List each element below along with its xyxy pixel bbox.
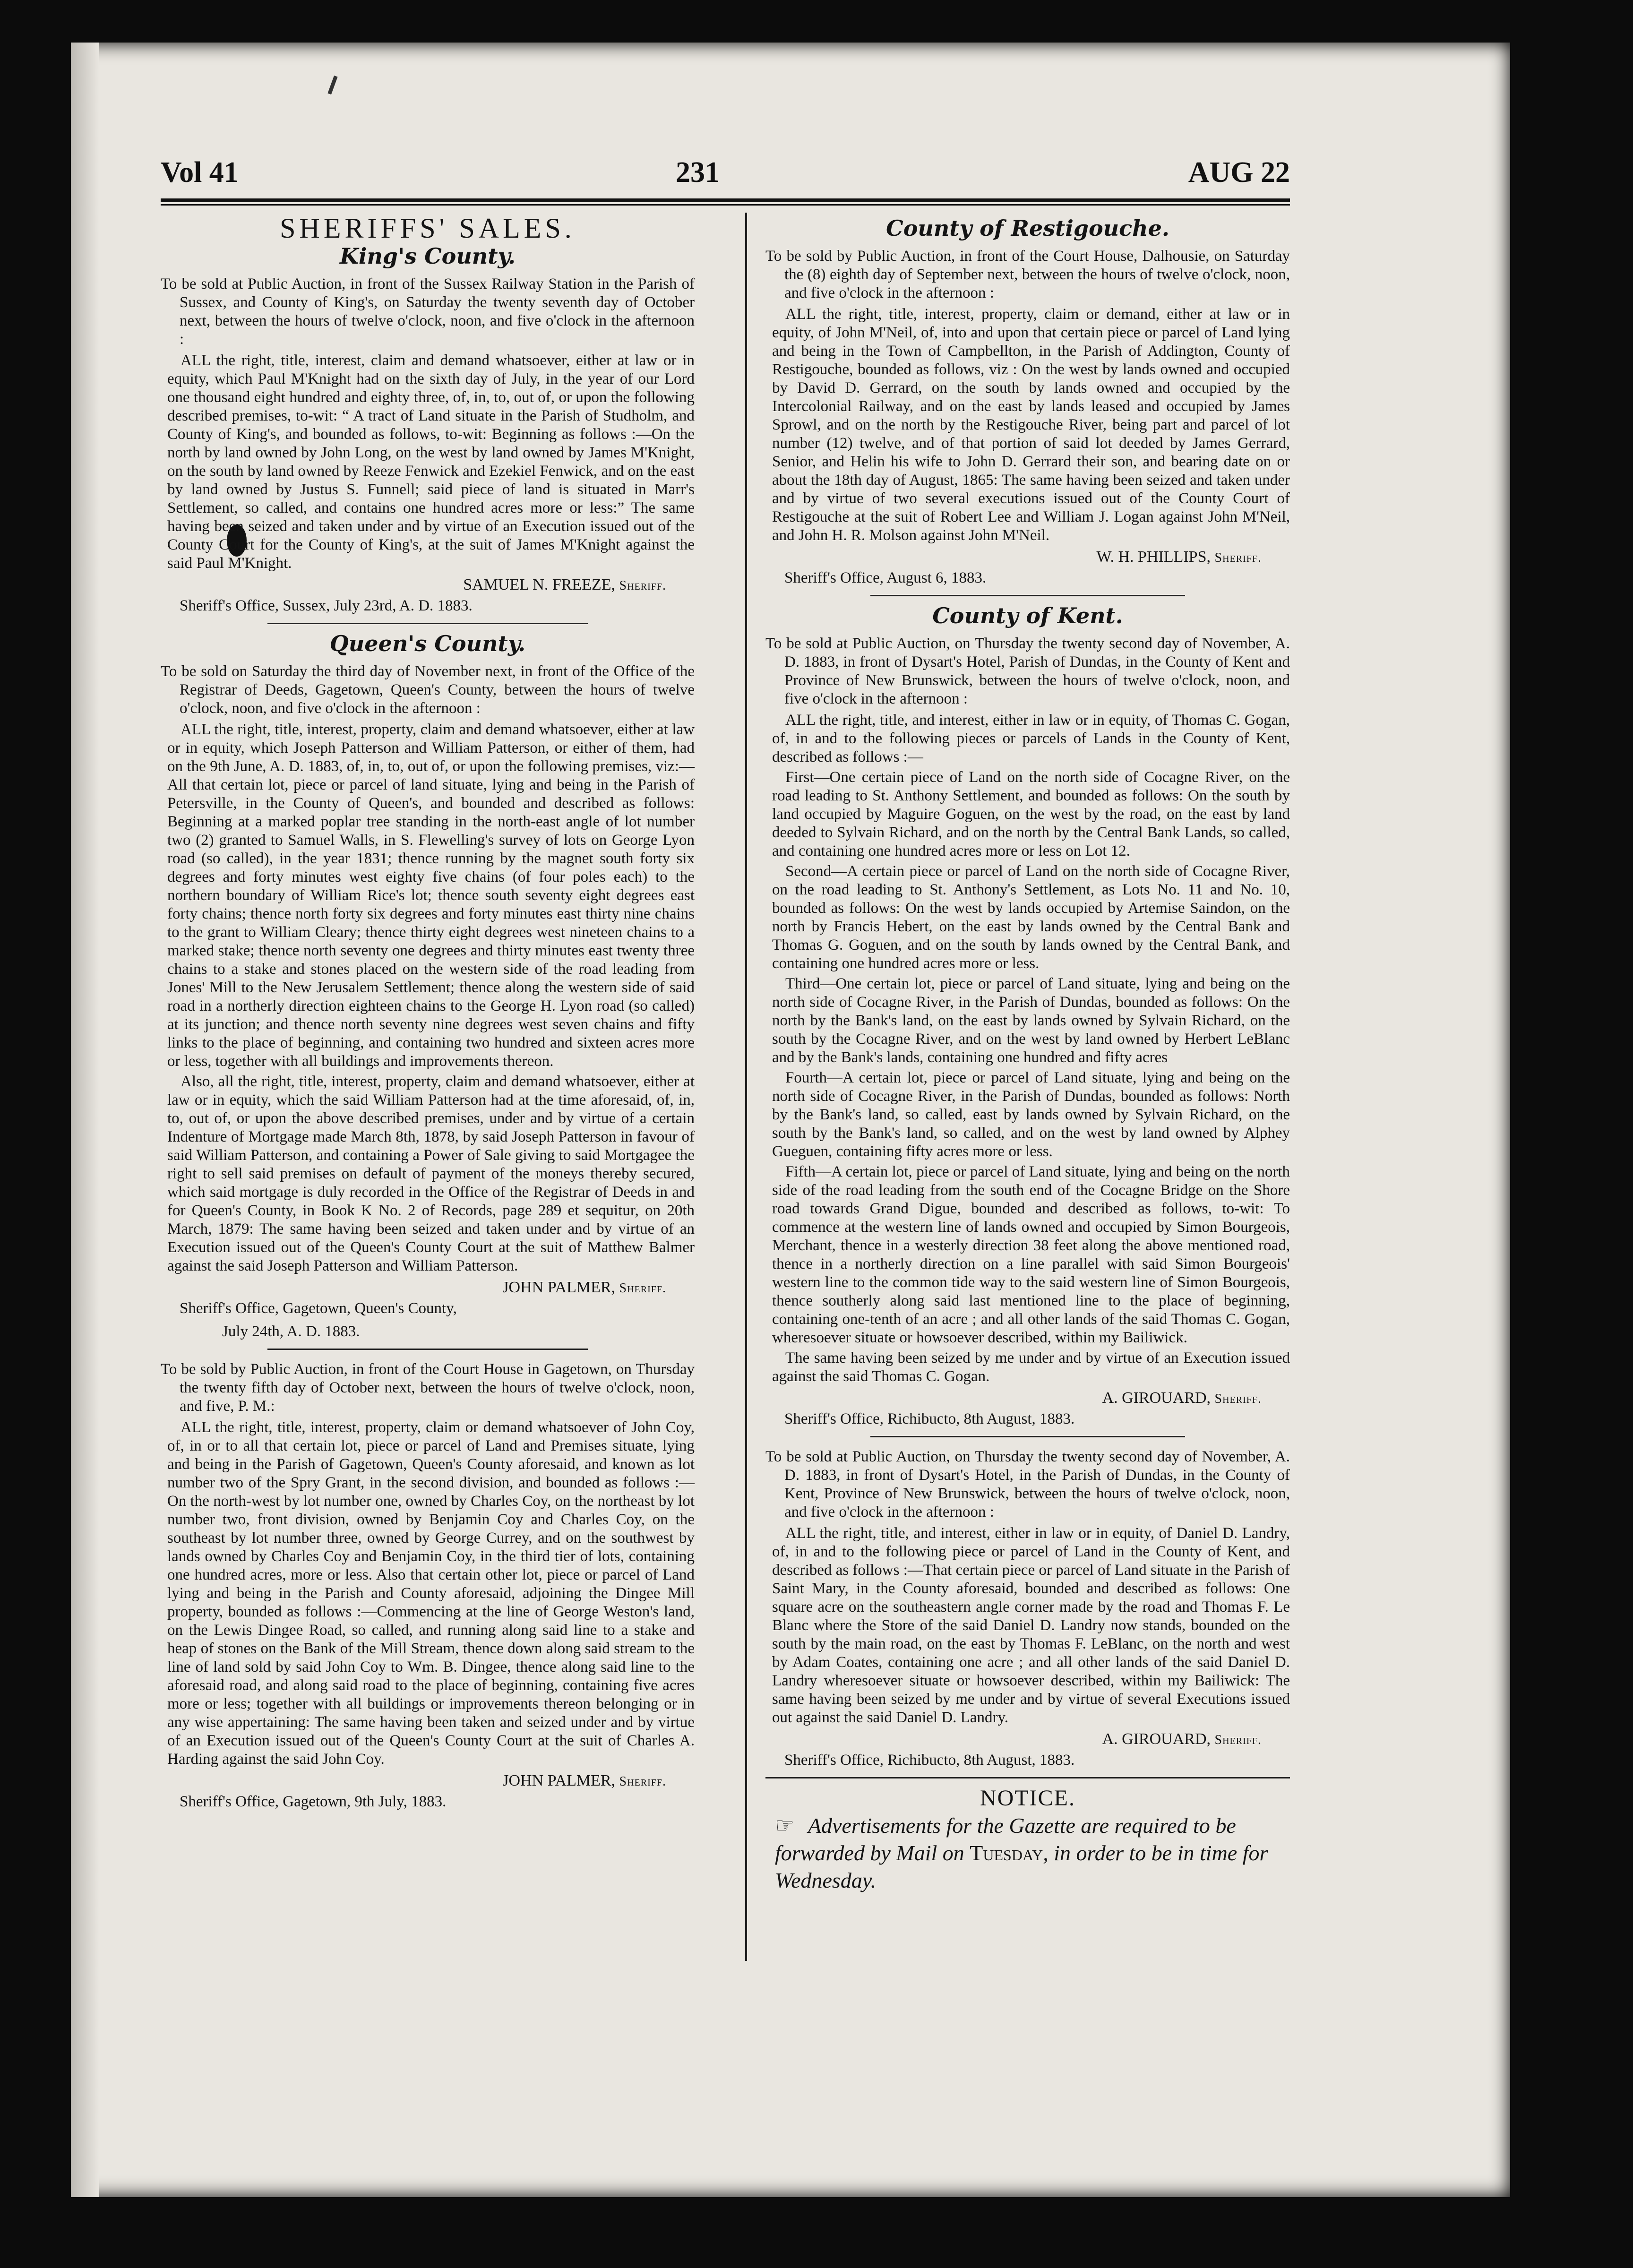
notice-body: Also, all the right, title, interest, property, claim and demand whatsoever, either at law or in equity, which the said William Patterson had at the time aforesaid, of, in, to, out of, or upon the above described premises, under and by virtue of a certain Indenture of Mortgage made March 8th, 1878, by said Joseph Patterson in favour of said William Patterson, and containing a Power of Sale giving to said Mortgagee the right to sell said premises on default of payment of the moneys thereby secured, which said mortgage is duly recorded in the Office of the Registrar of Deeds in and for Queen's County, in Book K No. 2 of Records, page 289 et sequitur, on 20th March, 1879: The same having been seized and taken under and by virtue of an Execution issued out of the Queen's County Court at the suit of Matthew Balmer against the said Joseph Patterson and William Patterson. (167, 1073, 695, 1274)
volume-label: Vol 41 (161, 156, 239, 189)
sheriff-signature: W. H. PHILLIPS, Sheriff. (1096, 548, 1262, 566)
county-heading-restigouche: County of Restigouche. (886, 215, 1169, 241)
page-number: 231 (676, 156, 720, 189)
office-dateline: Sheriff's Office, August 6, 1883. (784, 569, 987, 586)
office-dateline: Sheriff's Office, Sussex, July 23rd, A. D. 1883. (180, 597, 473, 614)
kings-county-notice (161, 243, 695, 615)
parcel-first: First—One certain piece of Land on the north side of Cocagne River, on the road leading to St. Anthony Settlement, and bounded as follows: On the south by land occupied by Maguire Goguen, on the west by the road, on the east by land deeded to Sylvain Richard, and on the north by the Central Bank Lands, so called, and containing one hundred acres more or less on Lot 12. (772, 769, 1290, 859)
office-dateline: July 24th, A. D. 1883. (222, 1323, 360, 1340)
notice-body: ALL the right, title, interest, claim and demand whatsoever, either at law or in equity, which Paul M'Knight had on the sixth day of July, in the year of our Lord one thousand eight hundred and eighty three, of, in, to, out of, or upon the following described premises, to-wit: “ A tract of Land situate in the Parish of Studholm, and County of King's, and bounded as follows, to-wit: Beginning as follows :—On the north by land owned by John Long, on the west by land owned by James M'Knight, on the south by land owned by Reeze Fenwick and Ezekiel Fenwick, and on the east by land owned by Justus S. Funnell; said piece of land is situated in Marr's Settlement, so called, and contains one hundred acres more or less:” The same having been seized and taken under and by virtue of an Execution issued out of the County Court for the County of King's, at the suit of James M'Knight against the said Paul M'Knight. (167, 352, 695, 572)
notice-intro: To be sold by Public Auction, in front of the Court House in Gagetown, on Thursday the twenty fifth day of October next, between the hours of twelve o'clock, noon, and five, P. M.: (161, 1361, 695, 1415)
landry-notice (765, 1448, 1290, 1770)
notice-intro: To be sold at Public Auction, on Thursday the twenty second day of November, A. D. 1883, in front of Dysart's Hotel, in the Parish of Dundas, in the County of Kent, Province of New Brunswick, between the hours of twelve o'clock, noon, and five o'clock in the afternoon : (765, 1448, 1290, 1521)
notice-title: NOTICE. (980, 1786, 1075, 1811)
left-column (161, 213, 695, 1816)
column-divider (745, 213, 747, 1961)
notice-separator (870, 1436, 1185, 1437)
sheriff-title: Sheriff. (1214, 1392, 1262, 1406)
notice-intro: To be sold at Public Auction, in front of the Sussex Railway Station in the Parish of Sussex, and County of King's, on Saturday the twenty seventh day of October next, between the hours of twelve o'clock, noon, and five o'clock in the afternoon : (161, 275, 695, 348)
office-dateline: Sheriff's Office, Richibucto, 8th August, 1883. (784, 1410, 1075, 1427)
notice-body: ALL the right, title, interest, property, claim or demand, either at law or in equity, of John M'Neil, of, into and upon that certain piece or parcel of Land lying and being in the Town of Campbellton, in the Parish of Addington, County of Restigouche, bounded as follows, viz : On the west by lands owned and occupied by David D. Gerrard, on the south by lands owned and occupied by the Intercolonial Railway, and on the east by lands leased and occupied by James Sprowl, and on the north by the Restigouche River, being part and parcel of lot number (12) twelve, and of that portion of said lot deeded by James Gerrard, Senior, and Helin his wife to John D. Gerrard their son, and bearing date on or about the 18th day of August, 1865: The same having been seized and taken under and by virtue of two several executions issued out of the County Court of Restigouche at the suit of Robert Lee and William J. Logan against John M'Neil, and John H. R. Molson against John M'Neil. (772, 306, 1290, 544)
office-dateline: Sheriff's Office, Gagetown, 9th July, 1883. (180, 1793, 447, 1810)
page-header (161, 156, 1290, 198)
sheriff-title: Sheriff. (1214, 550, 1262, 565)
notice-text: ☞ Advertisements for the Gazette are required to be forwarded by Mail on Tuesday, in order to be in time for Wednesday. (775, 1812, 1290, 1894)
notice-intro: To be sold on Saturday the third day of November next, in front of the Office of the Registrar of Deeds, Gagetown, Queen's County, between the hours of twelve o'clock, noon, and five o'clock in the afternoon : (161, 663, 695, 717)
queens-county-notice (161, 631, 695, 1341)
sheriff-title: Sheriff. (619, 578, 666, 593)
parcel-fourth: Fourth—A certain lot, piece or parcel of Land situate, lying and being on the north side of Cocagne River, in the Parish of Dundas, bounded as follows: North by the Bank's land, so called, east by lands owned by Sylvain Richard, on the south by the Bank's land, so called, and on the west by land owned by Alphey Gueguen, containing fifty acres more or less. (772, 1069, 1290, 1160)
parcel-fifth: Fifth—A certain lot, piece or parcel of Land situate, lying and being on the north side of the road leading from the south end of the Cocagne Bridge on the Shore road towards Grand Digue, bounded and described as follows, to-wit: To commence at the western line of lands owned and occupied by Simon Bourgeois, Merchant, thence in a westerly direction 38 feet along the above mentioned road, thence in a northerly direction on a line parallel with said Simon Bourgeois' western line to the common tide way to the said western line of Simon Bourgeois, thence southerly along said last mentioned line to the place of beginning, containing one-tenth of an acre ; and all other lands of the said Thomas C. Gogan, wheresoever situate or howsoever described, within my Bailiwick. (772, 1163, 1290, 1346)
notice-body: ALL the right, title, and interest, either in law or in equity, of Thomas C. Gogan, of, in and to the following pieces or parcels of Lands in the County of Kent, described as follows :— (772, 712, 1290, 765)
parcel-second: Second—A certain piece or parcel of Land on the north side of Cocagne River, on the road leading to St. Anthony's Settlement, as Lots No. 11 and No. 10, bounded as follows: On the west by lands occupied by Artemise Saindon, on the north by Francis Hebert, on the east by lands owned by the Central Bank and Thomas G. Goguen, and on the south by lands owned by the Central Bank, and containing one hundred acres more or less. (772, 863, 1290, 972)
office-dateline: Sheriff's Office, Richibucto, 8th August, 1883. (784, 1752, 1075, 1769)
right-column (765, 213, 1290, 1894)
notice-separator (870, 595, 1185, 596)
sheriff-title: Sheriff. (619, 1281, 666, 1296)
notice-body: ALL the right, title, and interest, either in law or in equity, of Daniel D. Landry, of, in and to the following piece or parcel of Land in the County of Kent, and described as follows :—That certain piece or parcel of Land situate in the Parish of Saint Mary, in the County aforesaid, bounded and described as follows: One square acre on the southeastern angle corner made by the road and Thomas F. Le Blanc where the Store of the said Daniel D. Landry now stands, bounded on the south by the main road, on the east by Thomas F. LeBlanc, on the north and west by Adam Coates, containing one acre ; and all other lands of the said Daniel D. Landry wheresoever situate or howsoever described, within my Bailiwick: The same having been seized by me under and by virtue of several Executions issued out against the said Daniel D. Landry. (772, 1525, 1290, 1726)
county-heading-kings: King's County. (340, 243, 516, 269)
sheriff-signature: A. GIROUARD, Sheriff. (1102, 1389, 1262, 1407)
notice-seized: The same having been seized by me under and by virtue of an Execution issued against the said Thomas C. Gogan. (772, 1349, 1290, 1385)
notice-body: ALL the right, title, interest, property, claim or demand whatsoever of John Coy, of, in or to all that certain lot, piece or parcel of Land and Premises situate, lying and being in the Parish of Gagetown, Queen's County aforesaid, and known as lot number two of the Spry Grant, in the second division, and bounded as follows :—On the north-west by lot number one, owned by Charles Coy, on the northeast by lot number two, front division, owned by Benjamin Coy and Charles Coy, on the southeast by lot number three, owned by George Currey, and on the southwest by lands owned by Charles Coy and Benjamin Coy, in the third tier of lots, containing one hundred acres, more or less. Also that certain other lot, piece or parcel of Land lying and being in the Parish and County aforesaid, adjoining the Dingee Mill property, bounded as follows :—Commencing at the line of George Weston's land, on the Lewis Dingee Road, so called, and running along said line to a stake and heap of stones on the Bank of the Mill Stream, thence down along said stream to the line of land sold by said John Coy to Wm. B. Dingee, thence along said line to the aforesaid road, and along said road to the place of beginning, containing five acres more or less; together with all buildings or improvements thereon belonging or in any wise appertaining: The same having been taken and seized under and by virtue of an Execution issued out of the Queen's County Court at the suit of Charles A. Harding against the said John Coy. (167, 1419, 695, 1768)
sheriff-signature: JOHN PALMER, Sheriff. (502, 1279, 666, 1296)
coy-notice (161, 1360, 695, 1811)
sheriff-signature: SAMUEL N. FREEZE, Sheriff. (463, 576, 666, 593)
sheriff-title: Sheriff. (619, 1774, 666, 1789)
gazette-notice (765, 1786, 1290, 1894)
section-title: SHERIFFS' SALES. (280, 213, 576, 244)
parcel-third: Third—One certain lot, piece or parcel of Land situate, lying and being on the north side of Cocagne River, in the Parish of Dundas, bounded as follows: On the north by the Bank's land, on the east by lands owned by Sylvain Richard, on the south by the Cocagne River, and on the west by land owned by Herbert LeBlanc and by the Bank's lands, containing one hundred and fifty acres (772, 975, 1290, 1066)
page-fold-shadow (71, 43, 99, 2197)
header-rule (161, 198, 1290, 202)
notice-intro: To be sold by Public Auction, in front of the Court House, Dalhousie, on Saturday the (8) eighth day of September next, between the hours of twelve o'clock, noon, and five o'clock in the afternoon : (765, 248, 1290, 301)
notice-separator (765, 1777, 1290, 1778)
pointing-hand-icon: ☞ (775, 1813, 795, 1838)
restigouche-notice (765, 215, 1290, 587)
county-heading-queens: Queen's County. (329, 631, 526, 656)
sheriff-signature: JOHN PALMER, Sheriff. (502, 1772, 666, 1789)
notice-day: Tuesday (970, 1841, 1043, 1865)
notice-intro: To be sold at Public Auction, on Thursday the twenty second day of November, A. D. 1883, in front of Dysart's Hotel, Parish of Dundas, in the County of Kent and Province of New Brunswick, between the hours of twelve o'clock, noon, and five o'clock in the afternoon : (765, 635, 1290, 707)
sheriff-title: Sheriff. (1214, 1733, 1262, 1747)
notice-separator (267, 623, 588, 624)
notice-separator (267, 1349, 588, 1350)
sheriff-signature: A. GIROUARD, Sheriff. (1102, 1730, 1262, 1748)
header-rule-thin (161, 204, 1290, 206)
county-heading-kent: County of Kent. (932, 603, 1123, 628)
kent-notice (765, 603, 1290, 1428)
issue-date: AUG 22 (1188, 156, 1290, 189)
notice-body: ALL the right, title, interest, property, claim and demand whatsoever, either at law or in equity, which Joseph Patterson and William Patterson, or either of them, had on the 9th June, A. D. 1883, of, in, to, out of, or upon the following premises, viz:—All that certain lot, piece or parcel of land situate, lying and being in the Parish of Petersville, in the County of Queen's, and bounded and described as follows: Beginning at a marked poplar tree standing in the north-east angle of lot number two (2) granted to Samuel Walls, in S. Flewelling's survey of lots on George Lyon road (so called), in the year 1831; thence running by the magnet south forty six degrees and forty minutes west eighty five chains (of four poles each) to the northern boundary of William Rice's lot; thence south seventy eight degrees east forty chains; thence north forty six degrees and forty minutes east thirty nine chains to the grant to William Cleary; thence thirty eight degrees west nineteen chains to a marked stake; thence north seventy one degrees and thirty minutes east twenty three chains to a stake and stones placed on the western side of the road leading from Jones' Mill to the New Jerusalem Settlement; thence along the western side of said road in a northerly direction eighteen chains to the George H. Lyon road (so called) at its junction; and thence north seventy nine degrees west seven chains and fifty links to the place of beginning, and containing two hundred and sixteen acres more or less, together with all buildings and improvements thereon. (167, 721, 695, 1070)
office-dateline: Sheriff's Office, Gagetown, Queen's County, (180, 1300, 457, 1317)
